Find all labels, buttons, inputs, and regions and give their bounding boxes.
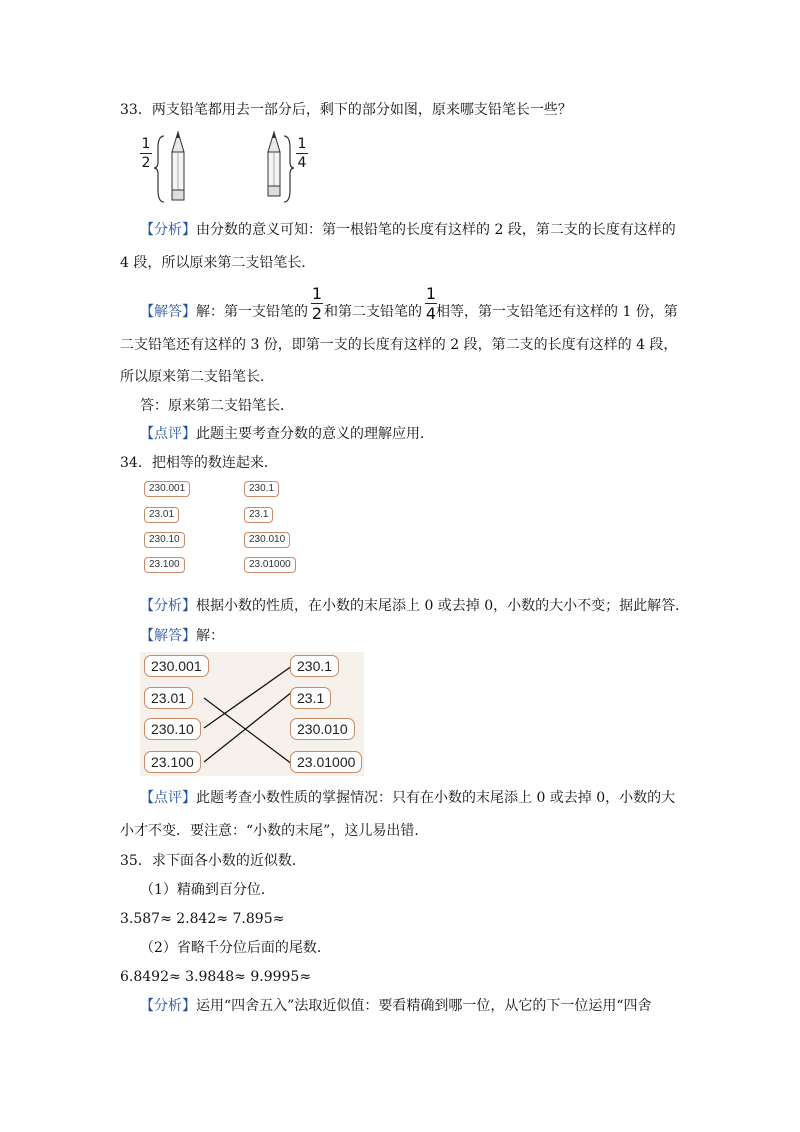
answer-tag: 【解答】 <box>140 304 196 320</box>
q33-answer-part2: 和第二支铅笔的 <box>324 304 422 320</box>
left-big-box-2: 23.01 <box>144 687 193 709</box>
analysis-tag: 【分析】 <box>140 998 196 1014</box>
left-big-box-4: 23.100 <box>144 751 201 773</box>
right-box-4: 23.01000 <box>244 557 296 573</box>
inline-fraction-half: 1 2 <box>311 284 323 323</box>
q35-analysis <box>140 996 651 1016</box>
pencils-icon <box>140 128 310 208</box>
q33-answer <box>140 302 678 322</box>
left-big-box-1: 230.001 <box>144 655 209 677</box>
analysis-tag: 【分析】 <box>140 222 196 238</box>
q34-answer-text: 解： <box>196 628 224 644</box>
q34-question: 34．把相等的数连起来． <box>120 455 278 471</box>
pencil2-fraction: 1 4 <box>297 136 307 171</box>
inline-fraction-quarter: 1 4 <box>425 284 437 323</box>
matching-diagram <box>140 652 364 776</box>
pencil-figure <box>140 128 310 208</box>
q35-part1: （1）精确到百分位． <box>140 882 275 898</box>
q35-part2-items: 6.8492≈ 3.9848≈ 9.9995≈ <box>120 969 312 985</box>
left-box-1: 230.001 <box>144 481 190 497</box>
right-box-2: 23.1 <box>244 507 273 523</box>
q33-answer-part3: 相等，第一支铅笔还有这样的 1 份，第 <box>436 304 678 320</box>
right-big-box-4: 23.01000 <box>290 751 362 773</box>
q33-analysis-text: 由分数的意义可知：第一根铅笔的长度有这样的 2 段，第二支的长度有这样的 <box>196 222 676 238</box>
left-box-4: 23.100 <box>144 557 185 573</box>
comment-tag: 【点评】 <box>140 426 196 442</box>
q34-comment-line2: 小才不变．要注意：“小数的末尾”，这儿易出错． <box>120 823 429 839</box>
q33-answer-line2: 二支铅笔还有这样的 3 份，即第一支的长度有这样的 2 段，第二支的长度有这样的 4 段， <box>120 337 678 353</box>
q34-answer <box>140 626 224 646</box>
answer-tag: 【解答】 <box>140 628 196 644</box>
q35-part2: （2）省略千分位后面的尾数． <box>140 940 331 956</box>
q33-final-answer: 答：原来第二支铅笔长． <box>140 398 294 414</box>
pencil1-fraction: 1 2 <box>141 136 151 171</box>
comment-tag: 【点评】 <box>140 790 196 806</box>
q34-analysis-text: 根据小数的性质，在小数的末尾添上 0 或去掉 0，小数的大小不变；据此解答． <box>196 598 690 614</box>
q34-analysis <box>140 596 689 616</box>
q34-comment <box>140 788 675 808</box>
right-big-box-2: 23.1 <box>290 687 331 709</box>
q34-comment-text: 此题考查小数性质的掌握情况：只有在小数的末尾添上 0 或去掉 0，小数的大 <box>196 790 676 806</box>
q35-part1-items: 3.587≈ 2.842≈ 7.895≈ <box>120 911 285 927</box>
left-box-3: 230.10 <box>144 532 185 548</box>
left-big-box-3: 230.10 <box>144 718 201 740</box>
left-box-2: 23.01 <box>144 507 179 523</box>
q33-answer-part1: 解：第一支铅笔的 <box>196 304 308 320</box>
right-big-box-1: 230.1 <box>290 655 339 677</box>
q33-comment <box>140 424 434 444</box>
q35-analysis-text: 运用“四舍五入”法取近似值：要看精确到哪一位，从它的下一位运用“四舍 <box>196 998 652 1014</box>
small-number-boxes <box>144 481 294 573</box>
analysis-tag: 【分析】 <box>140 598 196 614</box>
q33-answer-line3: 所以原来第二支铅笔长． <box>120 369 274 385</box>
q33-analysis <box>140 220 676 240</box>
q33-analysis-line2: 4 段，所以原来第二支铅笔长． <box>120 255 316 271</box>
right-box-1: 230.1 <box>244 481 279 497</box>
q35-question: 35．求下面各小数的近似数． <box>120 853 306 869</box>
right-box-3: 230.010 <box>244 532 290 548</box>
q33-question: 33．两支铅笔都用去一部分后，剩下的部分如图，原来哪支铅笔长一些？ <box>120 102 572 118</box>
q33-comment-text: 此题主要考查分数的意义的理解应用． <box>196 426 434 442</box>
right-big-box-3: 230.010 <box>290 718 355 740</box>
